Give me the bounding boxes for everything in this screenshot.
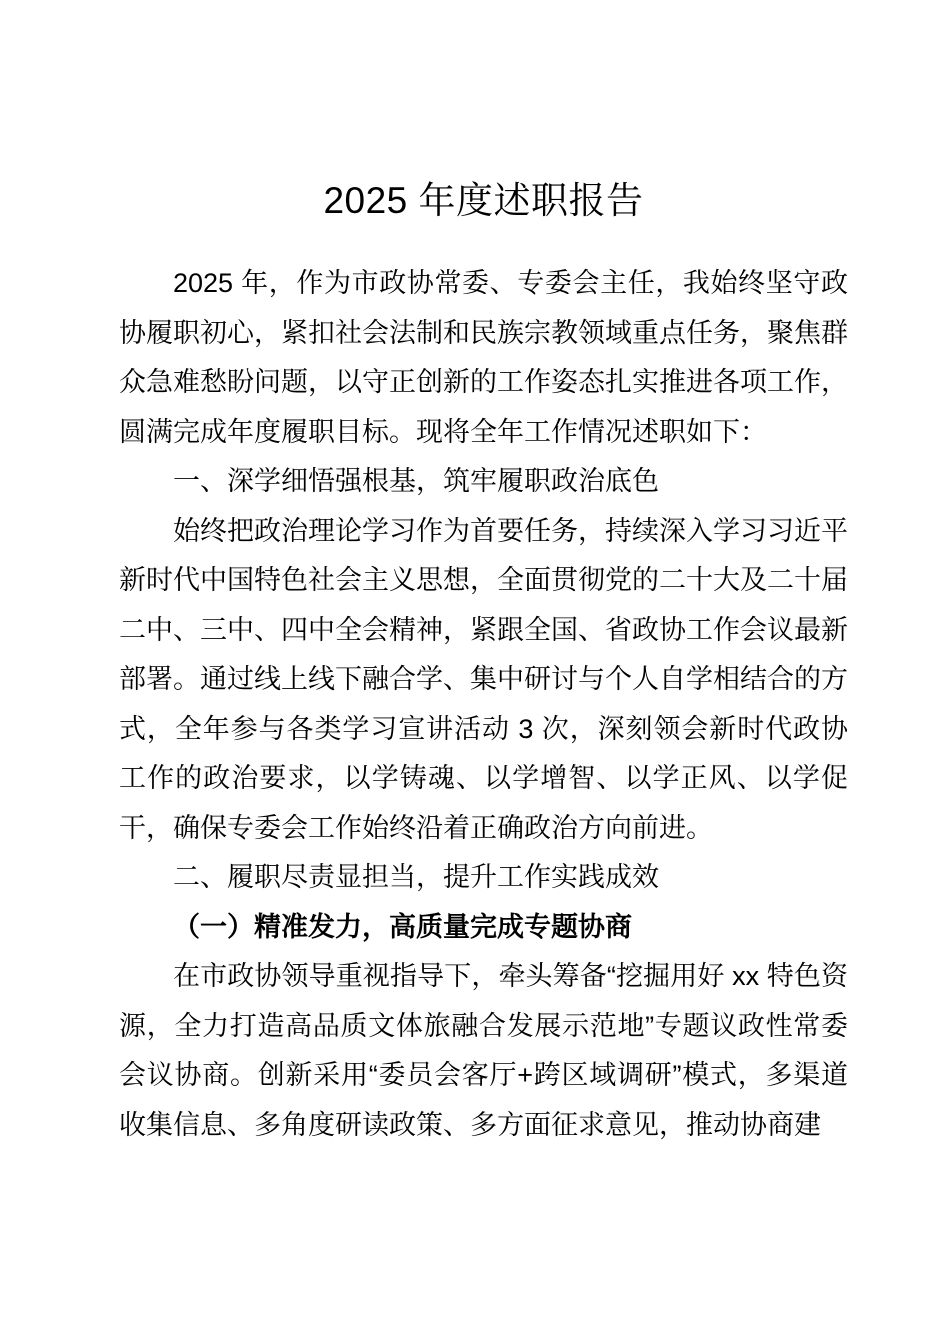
paragraph-section-1: 始终把政治理论学习作为首要任务，持续深入学习习近平新时代中国特色社会主义思想，全面贯彻党的二十大及二十届二中、三中、四中全会精神，紧跟全国、省政协工作会议最新部署。通过线上线下融合学、集中研讨与个人自学相结合的方式，全年参与各类学习宣讲活动 3 次，深刻领会新时代政协工作的政治要求，以学铸魂、以学增智、以学正风、以学促干，确保专委会工作始终沿着正确政治方向前进。 (119, 515, 848, 843)
section-heading-1: 一、深学细悟强根基，筑牢履职政治底色 (173, 466, 659, 496)
document-title: 2025 年度述职报告 (323, 180, 644, 221)
subsection-heading-2-1: （一）精准发力，高质量完成专题协商 (173, 911, 632, 942)
paragraph-section-2-1: 在市政协领导重视指导下，牵头筹备“挖掘用好 xx 特色资源，全力打造高品质文体旅融合发展示范地”专题议政性常委会议协商。创新采用“委员会客厅+跨区域调研”模式，多渠道收集信息、多角度研读政策、多方面征求意见，推动协商建 (119, 961, 848, 1140)
document-body (119, 259, 848, 1150)
section-heading-2: 二、履职尽责显担当，提升工作实践成效 (173, 862, 659, 892)
paragraph-intro: 2025 年，作为市政协常委、专委会主任，我始终坚守政协履职初心，紧扣社会法制和民族宗教领域重点任务，聚焦群众急难愁盼问题，以守正创新的工作姿态扎实推进各项工作，圆满完成年度履职目标。现将全年工作情况述职如下： (119, 268, 848, 447)
